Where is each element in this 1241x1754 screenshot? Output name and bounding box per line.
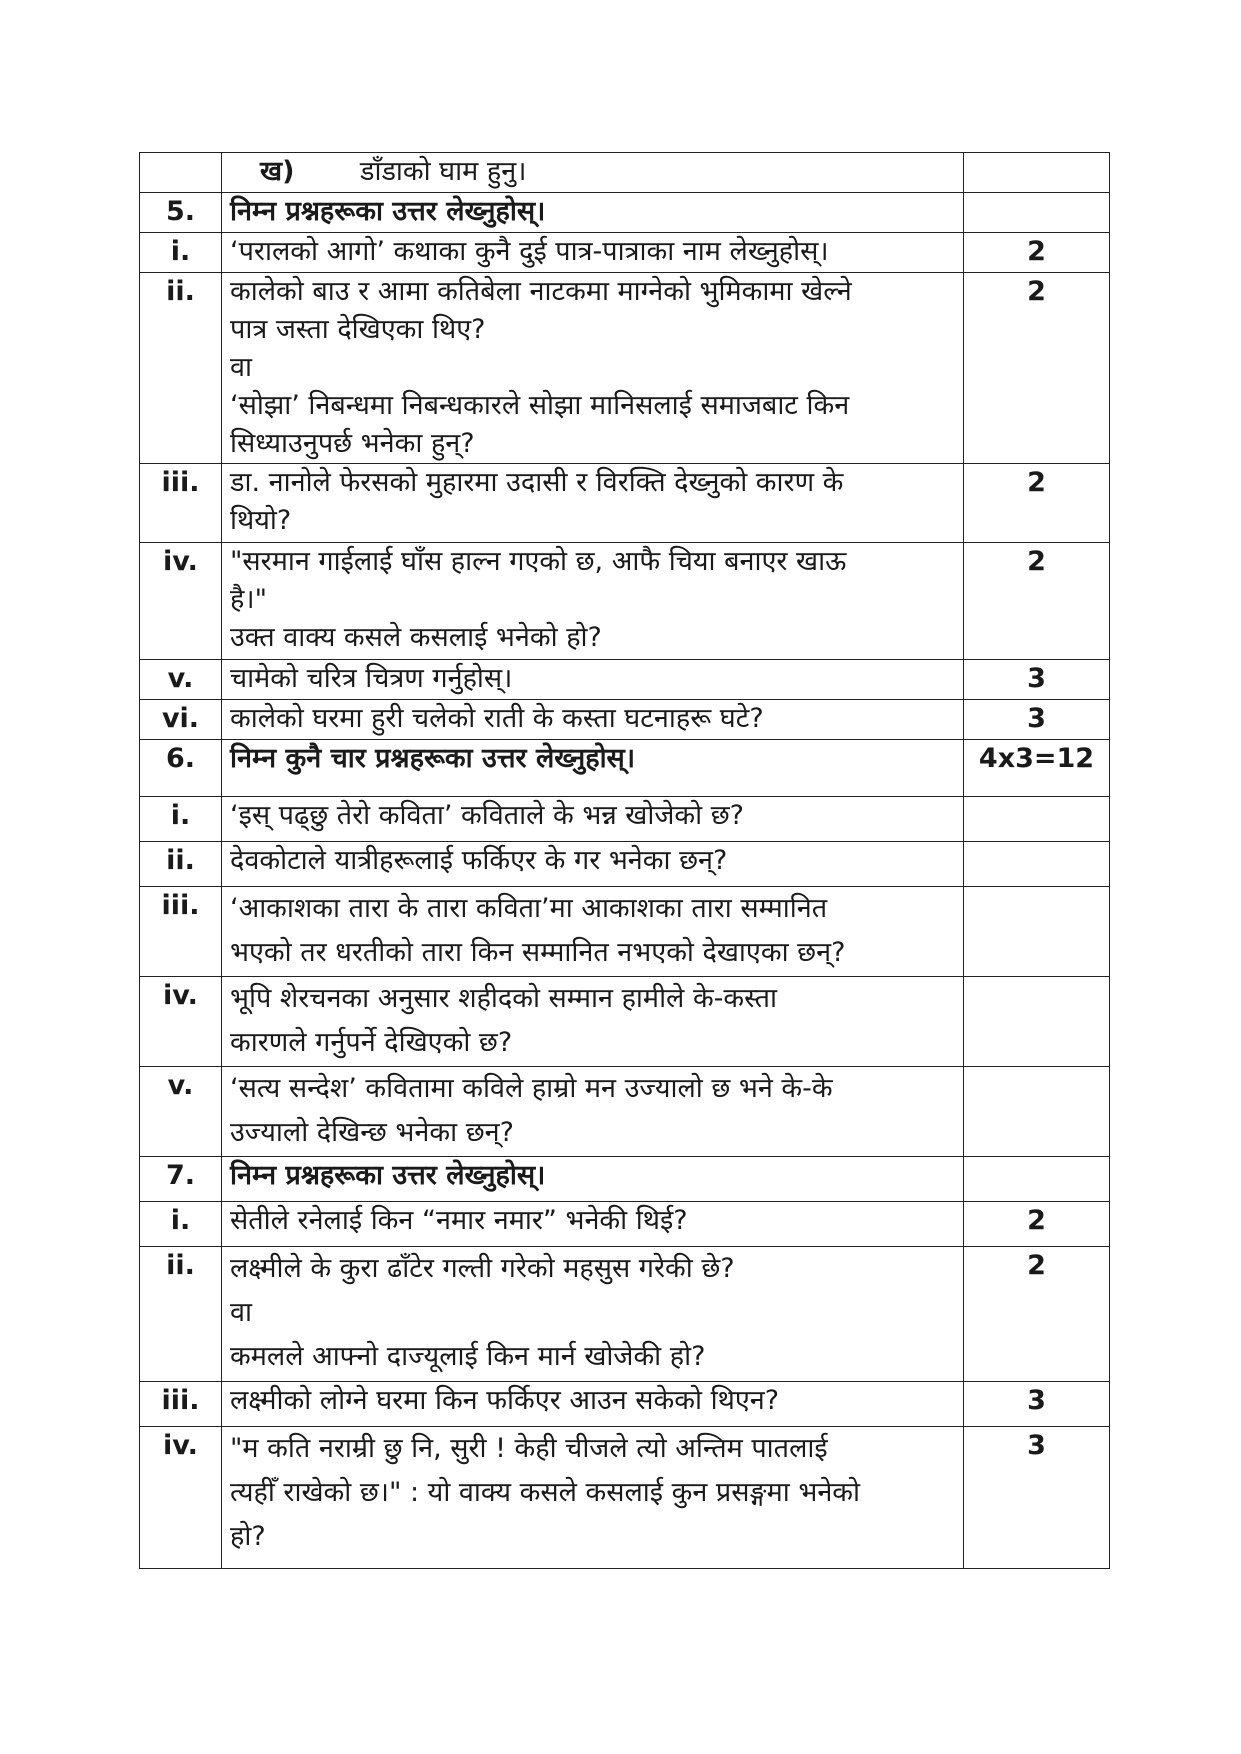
marks-cell <box>964 193 1110 233</box>
question-line: भएको तर धरतीको तारा किन सम्मानित नभएको देखाएका छन्? <box>230 937 846 968</box>
question-row <box>140 1202 1110 1247</box>
question-line: डा. नानोले फेरसको मुहारमा उदासी र विरक्ति देख्नुको कारण के <box>230 467 844 498</box>
question-row <box>140 740 1110 797</box>
question-text <box>222 464 964 543</box>
question-line: निम्न प्रश्नहरूका उत्तर लेख्नुहोस्। <box>230 1160 546 1191</box>
question-line: देवकोटाले यात्रीहरूलाई फर्किएर के गर भनेका छन्? <box>230 845 728 876</box>
question-line: चामेको चरित्र चित्रण गर्नुहोस्। <box>230 663 513 694</box>
question-number: ii. <box>140 1247 222 1382</box>
question-number: iii. <box>140 887 222 977</box>
question-table-body <box>140 153 1110 1569</box>
question-number: v. <box>140 1067 222 1157</box>
question-line: निम्न प्रश्नहरूका उत्तर लेख्नुहोस्। <box>230 196 546 227</box>
question-number: i. <box>140 1202 222 1247</box>
question-number: 6. <box>140 740 222 797</box>
marks-cell <box>964 797 1110 842</box>
marks-cell: 2 <box>964 543 1110 660</box>
question-row <box>140 1067 1110 1157</box>
sub-question-text: डाँडाको घाम हुनु। <box>360 156 527 187</box>
question-row <box>140 977 1110 1067</box>
question-text <box>222 977 964 1067</box>
question-line: निम्न कुनै चार प्रश्नहरूका उत्तर लेख्नुहोस्। <box>230 743 636 774</box>
question-line: उज्यालो देखिन्छ भनेका छन्? <box>230 1117 514 1148</box>
question-line: "म कति नराम्री छु नि, सुरी ! केही चीजले त्यो अन्तिम पातलाई <box>230 1433 828 1464</box>
question-number: iii. <box>140 1382 222 1427</box>
question-line: वा <box>230 1297 253 1328</box>
question-line: लक्ष्मीले के कुरा ढाँटेर गल्ती गरेको महसुस गरेकी छे? <box>230 1253 735 1284</box>
question-line: भूपि शेरचनका अनुसार शहीदको सम्मान हामीले के-कस्ता <box>230 983 778 1014</box>
question-line: ‘आकाशका तारा के तारा कविता’मा आकाशका तारा सम्मानित <box>230 893 828 924</box>
marks-cell: 2 <box>964 273 1110 464</box>
question-line: सेतीले रनेलाई किन “नमार नमार” भनेकी थिई? <box>230 1205 688 1236</box>
question-row <box>140 1427 1110 1569</box>
question-text <box>222 1427 964 1569</box>
marks-cell <box>964 977 1110 1067</box>
question-row <box>140 1247 1110 1382</box>
marks-cell <box>964 842 1110 887</box>
marks-cell: 3 <box>964 1382 1110 1427</box>
question-text <box>222 700 964 740</box>
question-text <box>222 1382 964 1427</box>
question-row <box>140 233 1110 273</box>
marks-cell <box>964 153 1110 193</box>
question-row <box>140 153 1110 193</box>
question-number: 7. <box>140 1157 222 1202</box>
question-line: सिध्याउनुपर्छ भनेका हुन्? <box>230 428 475 459</box>
marks-cell: 4x3=12 <box>964 740 1110 797</box>
question-text <box>222 193 964 233</box>
question-row <box>140 700 1110 740</box>
question-line: वा <box>230 352 253 383</box>
question-line: ‘सोझा’ निबन्धमा निबन्धकारले सोझा मानिसलाई समाजबाट किन <box>230 390 850 421</box>
sub-question-label: ख) <box>260 156 295 187</box>
question-line: ‘परालको आगो’ कथाका कुनै दुई पात्र-पात्राका नाम लेख्नुहोस्। <box>230 236 829 267</box>
question-line: कारणले गर्नुपर्ने देखिएको छ? <box>230 1027 513 1058</box>
question-number <box>140 153 222 193</box>
question-number: 5. <box>140 193 222 233</box>
question-row <box>140 193 1110 233</box>
marks-cell: 3 <box>964 1427 1110 1569</box>
question-text <box>222 233 964 273</box>
question-row <box>140 887 1110 977</box>
question-number: iii. <box>140 464 222 543</box>
question-number: iv. <box>140 543 222 660</box>
marks-cell: 2 <box>964 1202 1110 1247</box>
question-line: है।" <box>230 584 267 615</box>
marks-cell: 3 <box>964 700 1110 740</box>
question-number: ii. <box>140 273 222 464</box>
question-line: ‘इस् पढ्छु तेरो कविता’ कविताले के भन्न खोजेको छ? <box>230 800 744 831</box>
question-row <box>140 797 1110 842</box>
marks-cell <box>964 887 1110 977</box>
question-line: ‘सत्य सन्देश’ कवितामा कविले हाम्रो मन उज्यालो छ भने के-के <box>230 1073 833 1104</box>
question-number: i. <box>140 797 222 842</box>
question-line: थियो? <box>230 505 292 536</box>
question-number: ii. <box>140 842 222 887</box>
question-text <box>222 1247 964 1382</box>
question-number: iv. <box>140 1427 222 1569</box>
question-text <box>222 842 964 887</box>
question-row <box>140 273 1110 464</box>
marks-cell <box>964 1067 1110 1157</box>
question-line: हो? <box>230 1521 266 1552</box>
question-row <box>140 543 1110 660</box>
marks-cell: 2 <box>964 233 1110 273</box>
question-row <box>140 1382 1110 1427</box>
question-text <box>222 1157 964 1202</box>
question-text <box>222 797 964 842</box>
question-text <box>222 153 964 193</box>
question-line: लक्ष्मीको लोग्ने घरमा किन फर्किएर आउन सकेको थिएन? <box>230 1385 780 1416</box>
question-text <box>222 1067 964 1157</box>
question-row <box>140 1157 1110 1202</box>
question-line: पात्र जस्ता देखिएका थिए? <box>230 314 486 345</box>
marks-cell <box>964 1157 1110 1202</box>
question-number: v. <box>140 660 222 700</box>
question-text <box>222 1202 964 1247</box>
question-number: i. <box>140 233 222 273</box>
question-row <box>140 660 1110 700</box>
question-text <box>222 543 964 660</box>
question-text <box>222 740 964 797</box>
question-line: कालेको घरमा हुरी चलेको राती के कस्ता घटनाहरू घटे? <box>230 703 764 734</box>
question-row <box>140 842 1110 887</box>
question-text <box>222 660 964 700</box>
question-number: iv. <box>140 977 222 1067</box>
question-text <box>222 887 964 977</box>
question-text <box>222 273 964 464</box>
question-line: उक्त वाक्य कसले कसलाई भनेको हो? <box>230 622 602 653</box>
question-line: "सरमान गाईलाई घाँस हाल्न गएको छ, आफै चिया बनाएर खाऊ <box>230 546 847 577</box>
question-line: कमलले आफ्नो दाज्यूलाई किन मार्न खोजेकी हो? <box>230 1341 706 1372</box>
question-line <box>230 153 955 191</box>
question-row <box>140 464 1110 543</box>
question-line: कालेको बाउ र आमा कतिबेला नाटकमा माग्नेको भुमिकामा खेल्ने <box>230 276 852 307</box>
question-number: vi. <box>140 700 222 740</box>
marks-cell: 2 <box>964 1247 1110 1382</box>
question-table <box>139 152 1110 1569</box>
question-line: त्यहीँ राखेको छ।" : यो वाक्य कसले कसलाई कुन प्रसङ्गमा भनेको <box>230 1477 861 1508</box>
marks-cell: 3 <box>964 660 1110 700</box>
marks-cell: 2 <box>964 464 1110 543</box>
